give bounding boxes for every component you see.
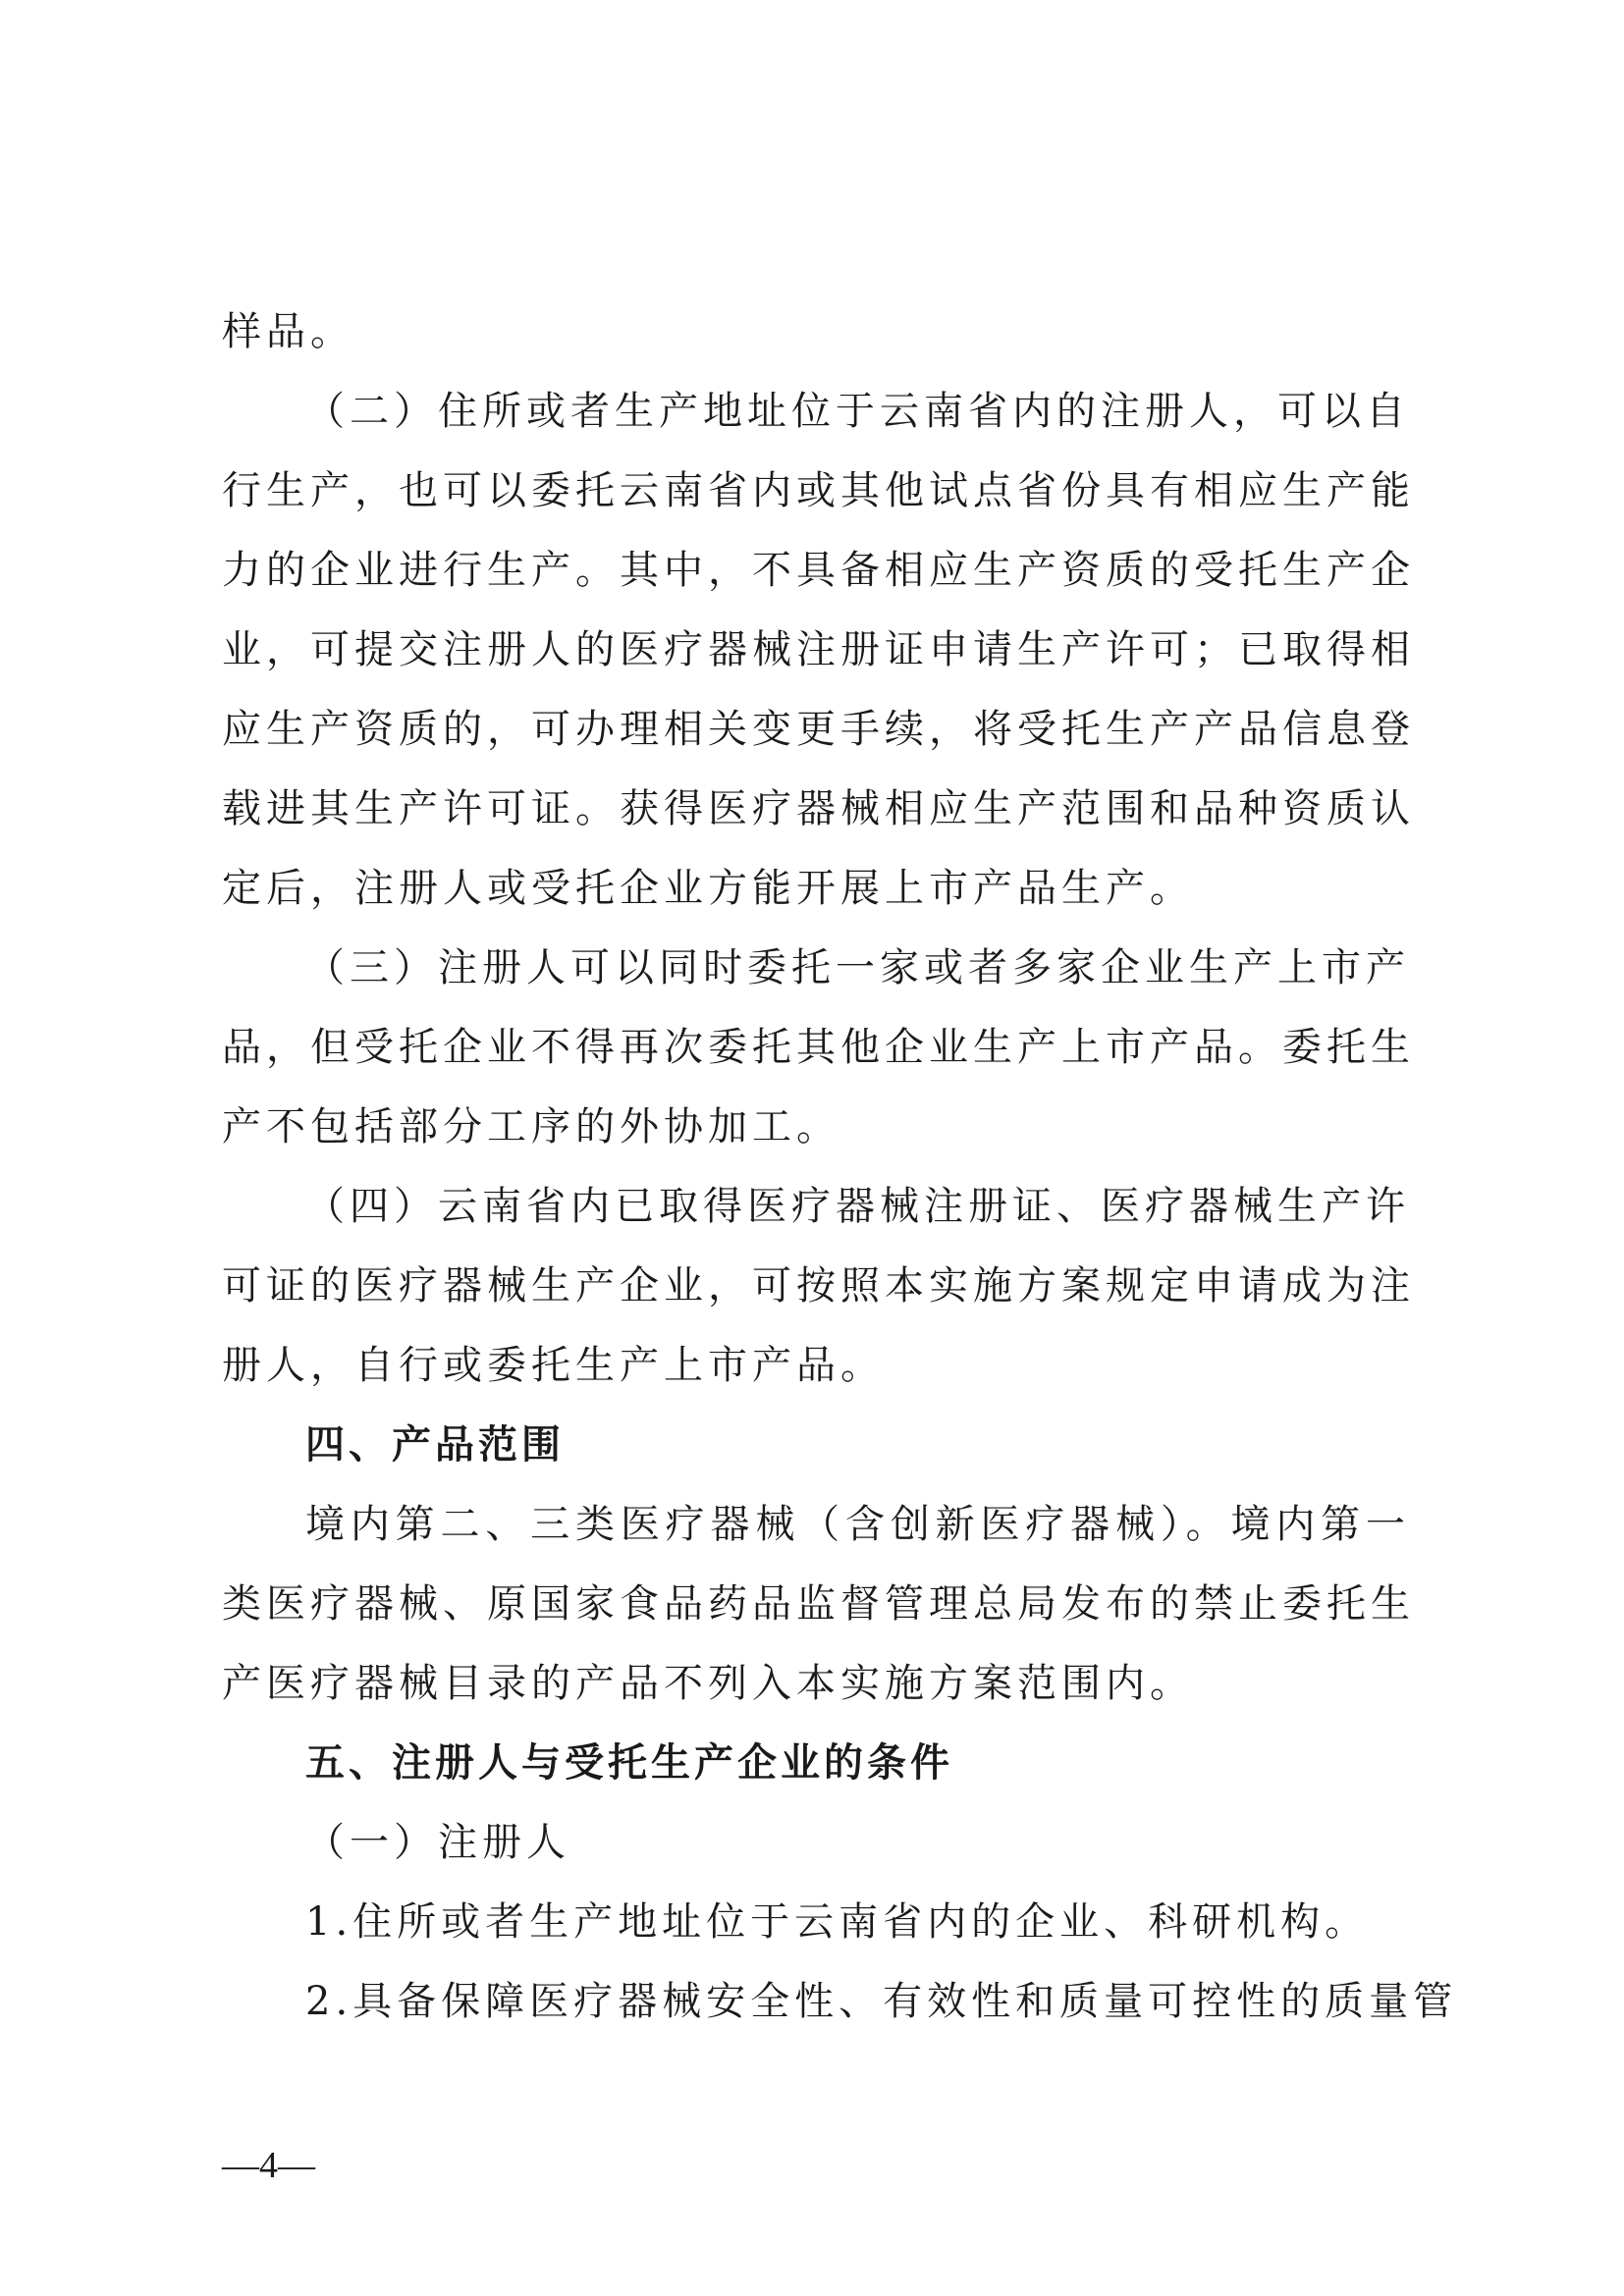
text-line: 载进其生产许可证。获得医疗器械相应生产范围和品种资质认	[222, 786, 1415, 831]
text-line: 力的企业进行生产。其中，不具备相应生产资质的受托生产企	[222, 548, 1415, 593]
text-line: 行生产，也可以委托云南省内或其他试点省份具有相应生产能	[222, 468, 1415, 513]
text-line: 产不包括部分工序的外协加工。	[222, 1104, 840, 1149]
text-line: 册人，自行或委托生产上市产品。	[222, 1343, 885, 1388]
document-body	[222, 293, 1458, 2042]
section-heading-conditions: 五、注册人与受托生产企业的条件	[305, 1740, 953, 1786]
subsection-heading-registrant: （一）注册人	[305, 1820, 570, 1865]
text-line: 应生产资质的，可办理相关变更手续，将受托生产产品信息登	[222, 707, 1415, 752]
paragraph-4-line: （四）云南省内已取得医疗器械注册证、医疗器械生产许	[305, 1184, 1410, 1229]
list-item-2: 2.具备保障医疗器械安全性、有效性和质量可控性的质量管	[305, 1979, 1458, 2024]
text-line: 产医疗器械目录的产品不列入本实施方案范围内。	[222, 1661, 1194, 1706]
text-line: 品，但受托企业不得再次委托其他企业生产上市产品。委托生	[222, 1025, 1415, 1070]
list-item-1: 1.住所或者生产地址位于云南省内的企业、科研机构。	[305, 1899, 1370, 1945]
paragraph-scope-line: 境内第二、三类医疗器械（含创新医疗器械）。境内第一	[305, 1502, 1410, 1547]
paragraph-2-line: （二）住所或者生产地址位于云南省内的注册人，可以自	[305, 389, 1410, 434]
text-line: 类医疗器械、原国家食品药品监督管理总局发布的禁止委托生	[222, 1581, 1415, 1627]
text-line: 样品。	[222, 309, 354, 354]
text-line: 定后，注册人或受托企业方能开展上市产品生产。	[222, 866, 1194, 911]
text-line: 业，可提交注册人的医疗器械注册证申请生产许可；已取得相	[222, 627, 1415, 672]
section-heading-product-scope: 四、产品范围	[305, 1422, 565, 1468]
paragraph-3-line: （三）注册人可以同时委托一家或者多家企业生产上市产	[305, 945, 1410, 990]
page-number: —4—	[222, 2145, 315, 2186]
text-line: 可证的医疗器械生产企业，可按照本实施方案规定申请成为注	[222, 1263, 1415, 1308]
